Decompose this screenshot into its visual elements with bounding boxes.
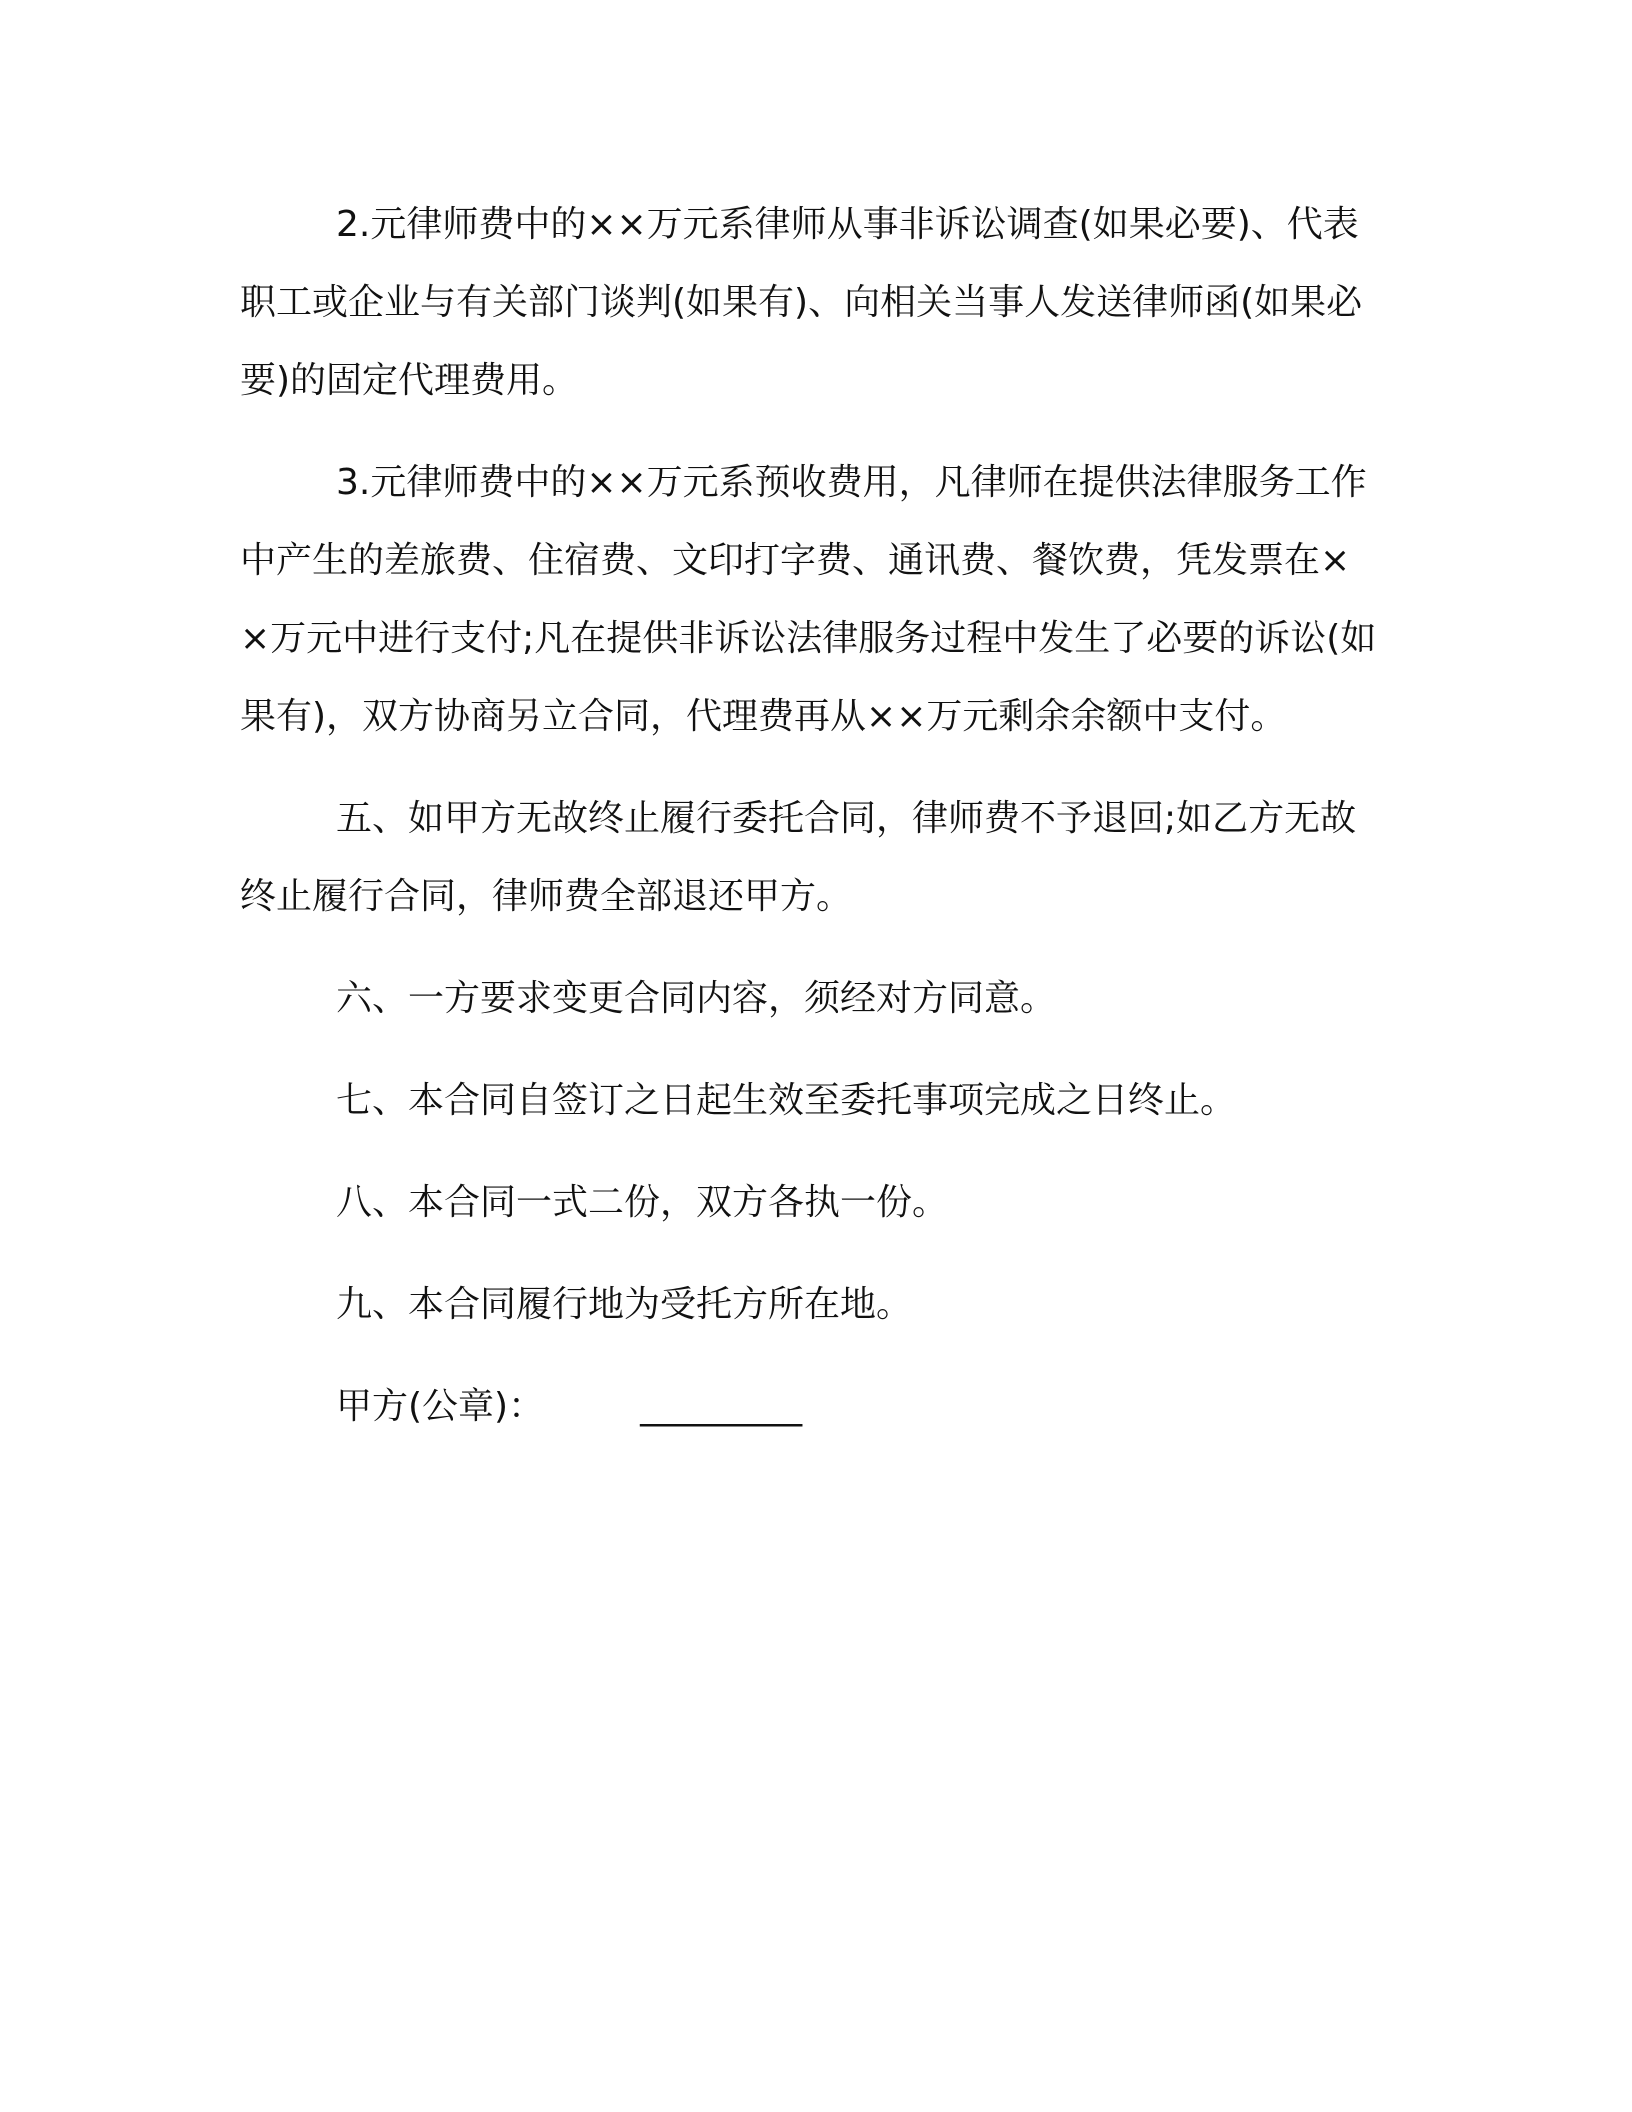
paragraph-clause-7: 七、本合同自签订之日起生效至委托事项完成之日终止。	[336, 1080, 1237, 1121]
document-body	[240, 186, 1380, 1446]
signature-label: 甲方(公章)：	[336, 1386, 545, 1427]
paragraph-item-3: 3.元律师费中的××万元系预收费用，凡律师在提供法律服务工作中产生的差旅费、住宿费、文印打字费、通讯费、餐饮费，凭发票在××万元中进行支付;凡在提供非诉讼法律服务过程中发生了必要的诉讼(如果有)，双方协商另立合同，代理费再从××万元剩余余额中支付。	[240, 462, 1377, 737]
paragraph-clause-9: 九、本合同履行地为受托方所在地。	[336, 1284, 913, 1325]
signature-row	[240, 1368, 1380, 1446]
paragraph-item-2: 2.元律师费中的××万元系律师从事非诉讼调查(如果必要)、代表职工或企业与有关部门谈判(如果有)、向相关当事人发送律师函(如果必要)的固定代理费用。	[240, 204, 1363, 401]
paragraph-clause-6: 六、一方要求变更合同内容，须经对方同意。	[336, 978, 1057, 1019]
paragraph-clause-5: 五、如甲方无故终止履行委托合同，律师费不予退回;如乙方无故终止履行合同，律师费全部退还甲方。	[240, 798, 1357, 917]
paragraph-clause-8: 八、本合同一式二份，双方各执一份。	[336, 1182, 949, 1223]
signature-blank: _________	[640, 1386, 803, 1427]
